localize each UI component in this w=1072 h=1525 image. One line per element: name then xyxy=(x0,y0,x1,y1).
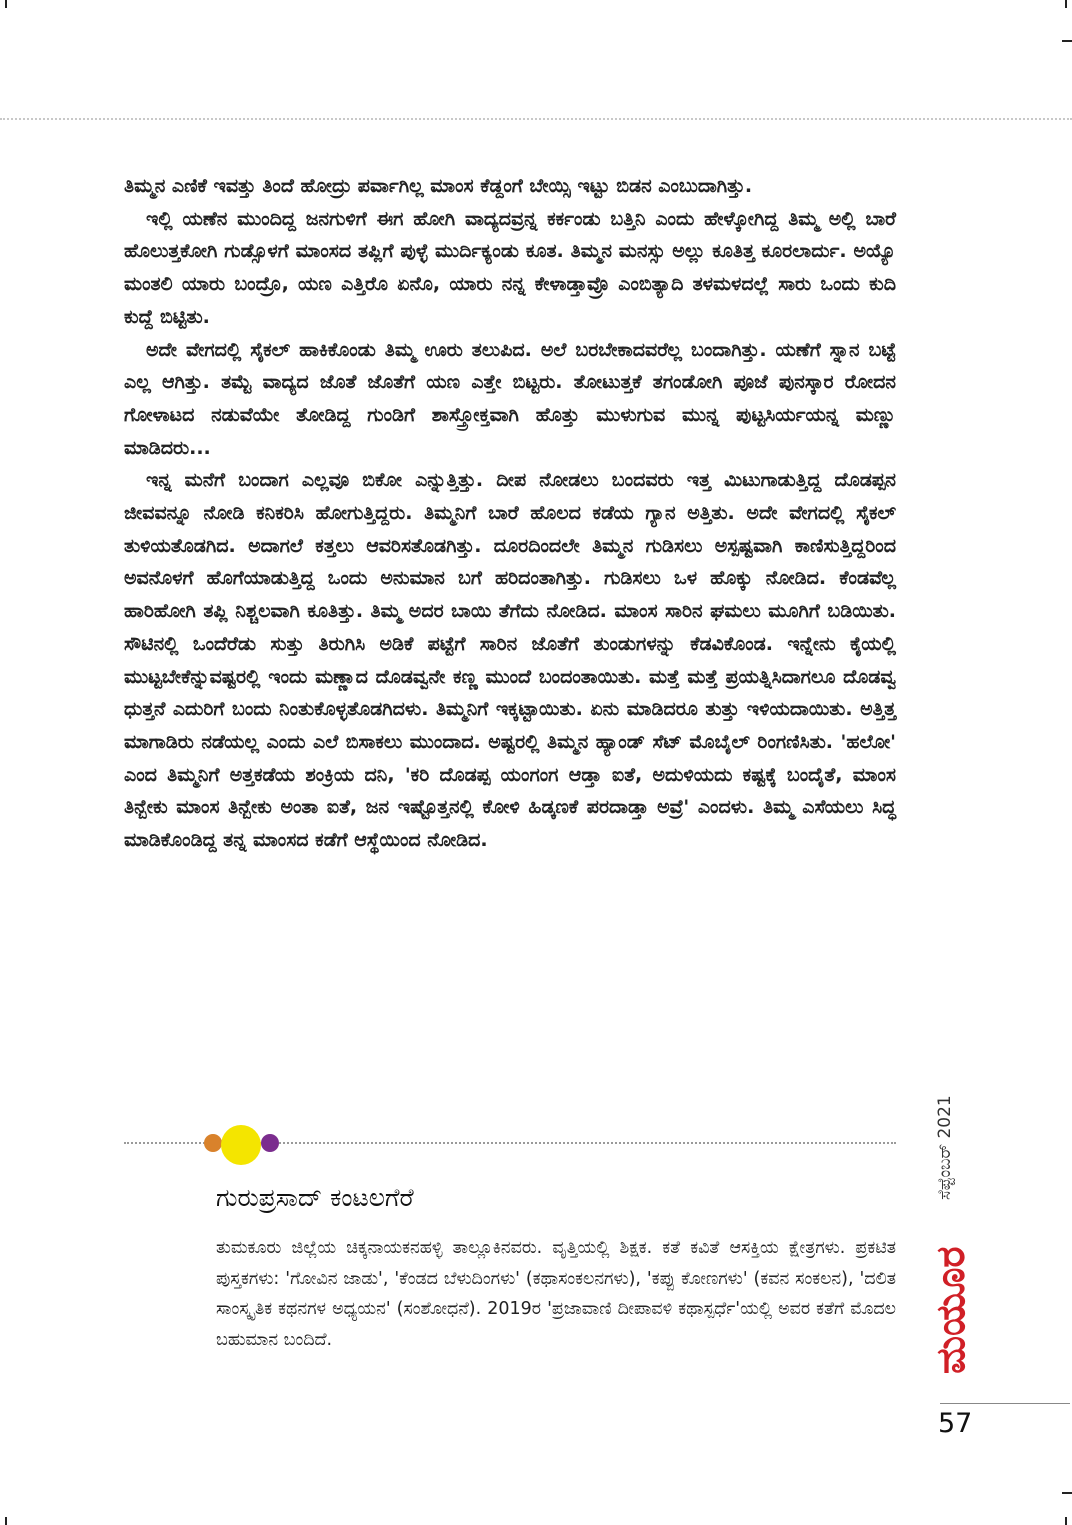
section-separator xyxy=(124,1125,896,1165)
story-paragraph: ಇನ್ನ ಮನೆಗೆ ಬಂದಾಗ ಎಲ್ಲವೂ ಬಿಕೋ ಎನ್ನುತ್ತಿತ್ತು. ದೀಪ ನೋಡಲು ಬಂದವರು ಇತ್ತ ಮಿಟುಗಾಡುತ್ತಿದ್ದ ದೊಡಪ್ಪನ ಜೀವವನ್ನೂ ನೋಡಿ ಕನಿಕರಿಸಿ ಹೋಗುತ್ತಿದ್ದರು. ತಿಮ್ಮನಿಗೆ ಬಾರೆ ಹೊಲದ ಕಡೆಯ ಗ್ಯಾನ ಅತ್ತಿತು. ಅದೇ ವೇಗದಲ್ಲಿ ಸೈಕಲ್ ತುಳಿಯತೊಡಗಿದ. ಅದಾಗಲೆ ಕತ್ತಲು ಆವರಿಸತೊಡಗಿತ್ತು. ದೂರದಿಂದಲೇ ತಿಮ್ಮನ ಗುಡಿಸಲು ಅಸ್ಪಷ್ಟವಾಗಿ ಕಾಣಿಸುತ್ತಿದ್ದರಿಂದ ಅವನೊಳಗೆ ಹೊಗೆಯಾಡುತ್ತಿದ್ದ ಒಂದು ಅನುಮಾನ ಬಗೆ ಹರಿದಂತಾಗಿತ್ತು. ಗುಡಿಸಲು ಒಳ ಹೊಕ್ಕು ನೋಡಿದ. ಕೆಂಡವೆಲ್ಲ ಹಾರಿಹೋಗಿ ತಪ್ಲಿ ನಿಶ್ಚಲವಾಗಿ ಕೂತಿತ್ತು. ತಿಮ್ಮ ಅದರ ಬಾಯಿ ತೆಗೆದು ನೋಡಿದ. ಮಾಂಸ ಸಾರಿನ ಘಮಲು ಮೂಗಿಗೆ ಬಡಿಯಿತು. ಸೌಟಿನಲ್ಲಿ ಒಂದೆರೆಡು ಸುತ್ತು ತಿರುಗಿಸಿ ಅಡಿಕೆ ಪಟ್ಟೆಗೆ ಸಾರಿನ ಜೊತೆಗೆ ತುಂಡುಗಳನ್ನು ಕೆಡವಿಕೊಂಡ. ಇನ್ನೇನು ಕೈಯಲ್ಲಿ ಮುಟ್ಟಬೇಕೆನ್ನುವಷ್ಟರಲ್ಲಿ ಇಂದು ಮಣ್ಣಾದ ದೊಡವ್ವನೇ ಕಣ್ಣ ಮುಂದೆ ಬಂದಂತಾಯಿತು. ಮತ್ತೆ ಮತ್ತೆ ಪ್ರಯತ್ನಿಸಿದಾಗಲೂ ದೊಡವ್ವ ಧುತ್ತನೆ ಎದುರಿಗೆ ಬಂದು ನಿಂತುಕೊಳ್ಳತೊಡಗಿದಳು. ತಿಮ್ಮನಿಗೆ ಇಕ್ಕಟ್ಟಾಯಿತು. ಏನು ಮಾಡಿದರೂ ತುತ್ತು ಇಳಿಯದಾಯಿತು. ಅತ್ತಿತ್ತ ಮಾಗಾಡಿರು ನಡೆಯಲ್ಲ ಎಂದು ಎಲೆ ಬಿಸಾಕಲು ಮುಂದಾದ. ಅಷ್ಟರಲ್ಲಿ ತಿಮ್ಮನ ಹ್ಯಾಂಡ್ ಸೆಟ್ ಮೊಬೈಲ್ ರಿಂಗಣಿಸಿತು. 'ಹಲೋ' ಎಂದ ತಿಮ್ಮನಿಗೆ ಅತ್ತಕಡೆಯ ಶಂಕ್ರಿಯ ದನಿ, 'ಕರಿ ದೊಡಪ್ಪ ಯಂಗಂಗ ಆಡ್ತಾ ಐತೆ, ಅದುಳಿಯದು ಕಷ್ಟಕ್ಕೆ ಬಂದೈತೆ, ಮಾಂಸ ತಿನ್ಬೇಕು ಮಾಂಸ ತಿನ್ಬೇಕು ಅಂತಾ ಐತೆ, ಜನ ಇಷ್ಟೊತ್ತನಲ್ಲಿ ಕೋಳಿ ಹಿಡ್ಕಣಕೆ ಪರದಾಡ್ತಾ ಅವ್ರೆ' ಎಂದಳು. ತಿಮ್ಮ ಎಸೆಯಲು ಸಿದ್ಧ ಮಾಡಿಕೊಂಡಿದ್ದ ತನ್ನ ಮಾಂಸದ ಕಡೆಗೆ ಆಸ್ಥೆಯಿಂದ ನೋಡಿದ. xyxy=(124,469,896,852)
author-name: ಗುರುಪ್ರಸಾದ್ ಕಂಟಲಗೆರೆ xyxy=(216,1183,414,1212)
story-paragraph: ಇಲ್ಲಿ ಯಣೆನ ಮುಂದಿದ್ದ ಜನಗುಳಿಗೆ ಈಗ ಹೋಗಿ ವಾದ್ಯದವ್ರನ್ನ ಕರ್ಕಂಡು ಬತ್ತಿನಿ ಎಂದು ಹೇಳ್ಕೋಗಿದ್ದ ತಿಮ್ಮ ಅಲ್ಲಿ ಬಾರೆ ಹೊಲುತ್ತಕೋಗಿ ಗುಡ್ಸೊಳಗೆ ಮಾಂಸದ ತಪ್ಲಿಗೆ ಪುಳ್ಳೆ ಮುರ್ದಿಕ್ಯಂಡು ಕೂತ. ತಿಮ್ಮನ ಮನಸ್ಸು ಅಲ್ಲು ಕೂತಿತ್ತ ಕೂರಲಾರ್ದು. ಅಯ್ಯೊ ಮಂತಲಿ ಯಾರು ಬಂದ್ರೊ, ಯಣ ಎತ್ತಿರೊ ಏನೊ, ಯಾರು ನನ್ನ ಕೇಳಾಡ್ತಾವ್ರೊ ಎಂಬಿತ್ಯಾದಿ ತಳಮಳದಲ್ಲೆ ಸಾರು ಒಂದು ಕುದಿ ಕುದ್ದೆ ಬಿಟ್ಟಿತು. xyxy=(124,207,896,328)
top-dotted-rule xyxy=(0,118,1072,120)
crop-mark-bottom-right xyxy=(1065,1517,1067,1525)
crop-mark-top-left xyxy=(5,0,7,8)
story-paragraph: ತಿಮ್ಮನ ಎಣಿಕೆ ಇವತ್ತು ತಿಂದೆ ಹೋದ್ರು ಪರ್ವಾಗಿಲ್ಲ ಮಾಂಸ ಕೆಡ್ದಂಗೆ ಬೇಯ್ಸಿ ಇಟ್ಟು ಬಿಡನ ಎಂಬುದಾಗಿತ್ತು. xyxy=(124,175,753,197)
purple-dot-ornament xyxy=(261,1134,279,1152)
crop-mark-right-lower xyxy=(1062,1492,1072,1494)
page-number-rule xyxy=(940,1403,1070,1404)
page-number: 57 xyxy=(938,1408,973,1439)
magazine-logo: ಮಯೂರ xyxy=(928,1246,974,1374)
crop-mark-bottom-left xyxy=(5,1517,7,1525)
author-bio: ತುಮಕೂರು ಜಿಲ್ಲೆಯ ಚಿಕ್ಕನಾಯಕನಹಳ್ಳಿ ತಾಲ್ಲೂಕಿನವರು. ವೃತ್ತಿಯಲ್ಲಿ ಶಿಕ್ಷಕ. ಕತೆ ಕವಿತೆ ಆಸಕ್ತಿಯ ಕ್ಷೇತ್ರಗಳು. ಪ್ರಕಟಿತ ಪುಸ್ತಕಗಳು: 'ಗೋವಿನ ಜಾಡು', 'ಕೆಂಡದ ಬೆಳುದಿಂಗಳು' (ಕಥಾಸಂಕಲನಗಳು), 'ಕಪ್ಪು ಕೋಣಗಳು' (ಕವನ ಸಂಕಲನ), 'ದಲಿತ ಸಾಂಸ್ಕೃತಿಕ ಕಥನಗಳ ಅಧ್ಯಯನ' (ಸಂಶೋಧನೆ). 2019ರ 'ಪ್ರಜಾವಾಣಿ ದೀಪಾವಳಿ ಕಥಾಸ್ಪರ್ಧೆ'ಯಲ್ಲಿ ಅವರ ಕತೆಗೆ ಮೊದಲ ಬಹುಮಾನ ಬಂದಿದೆ. xyxy=(216,1238,896,1350)
story-body xyxy=(124,170,896,857)
crop-mark-top-right xyxy=(1065,0,1067,8)
issue-date: ಸೆಪ್ಟೆಂಬರ್ 2021 xyxy=(935,1095,955,1200)
crop-mark-right-upper xyxy=(1062,40,1072,42)
story-paragraph: ಅದೇ ವೇಗದಲ್ಲಿ ಸೈಕಲ್ ಹಾಕಿಕೊಂಡು ತಿಮ್ಮ ಊರು ತಲುಪಿದ. ಅಲೆ ಬರಬೇಕಾದವರೆಲ್ಲ ಬಂದಾಗಿತ್ತು. ಯಣೆಗೆ ಸ್ನಾನ ಬಟ್ಟೆ ಎಲ್ಲ ಆಗಿತ್ತು. ತಮ್ಟೆ ವಾದ್ಯದ ಜೊತೆ ಜೊತೆಗೆ ಯಣ ಎತ್ತೇ ಬಿಟ್ಟರು. ತೋಟುತ್ತಕೆ ತಗಂಡೋಗಿ ಪೂಜೆ ಪುನಸ್ಕಾರ ರೋದನ ಗೋಳಾಟದ ನಡುವೆಯೇ ತೋಡಿದ್ದ ಗುಂಡಿಗೆ ಶಾಸ್ತ್ರೋಕ್ತವಾಗಿ ಹೊತ್ತು ಮುಳುಗುವ ಮುನ್ನ ಪುಟ್ಟಸಿರ್ಯಯನ್ನ ಮಣ್ಣು ಮಾಡಿದರು... xyxy=(124,338,896,459)
orange-dot-ornament xyxy=(204,1134,222,1152)
magazine-side-label xyxy=(915,1090,975,1410)
yellow-dot-ornament xyxy=(221,1125,261,1165)
